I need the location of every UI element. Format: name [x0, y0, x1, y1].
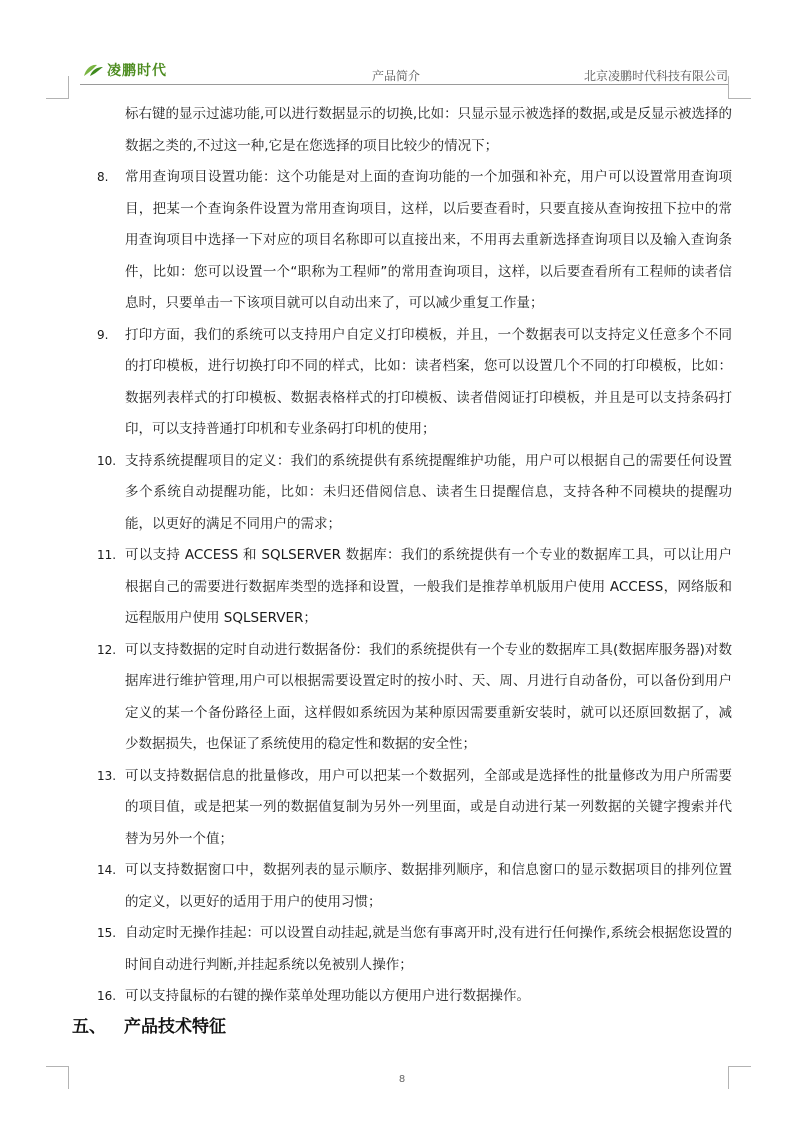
list-text: 打印方面，我们的系统可以支持用户自定义打印模板，并且，一个数据表可以支持定义任意多个不同的打印模板，进行切换打印不同的样式，比如：读者档案，您可以设置几个不同的打印模板，比如：数据列表样式的打印模板、数据表格样式的打印模板、读者借阅证打印模板，并且是可以支持条码打印，可以支持普通打印机和专业条码打印机的使用； [125, 326, 732, 437]
list-item [92, 761, 732, 856]
paragraph-text: 标右键的显示过滤功能,可以进行数据显示的切换,比如：只显示显示被选择的数据,或是反显示被选择的数据之类的,不过这一种,它是在您选择的项目比较少的情况下； [125, 106, 732, 154]
list-text: 可以支持数据的定时自动进行数据备份：我们的系统提供有一个专业的数据库工具(数据库服务器)对数据库进行维护管理,用户可以根据需要设置定时的按小时、天、周、月进行自动备份，可以备份到用户定义的某一个备份路径上面，这样假如系统因为某种原因需要重新安装时，就可以还原回数据了，减少数据损失，也保证了系统使用的稳定性和数据的安全性； [125, 641, 732, 752]
list-text: 可以支持数据窗口中，数据列表的显示顺序、数据排列顺序，和信息窗口的显示数据项目的排列位置的定义，以更好的适用于用户的使用习惯； [125, 862, 732, 910]
list-text: 可以支持数据信息的批量修改，用户可以把某一个数据列，全部或是选择性的批量修改为用户所需要的项目值，或是把某一列的数据值复制为另外一列里面，或是自动进行某一列数据的关键字搜索并代替为另外一个值； [125, 767, 732, 847]
list-number: 9. [97, 327, 109, 342]
list-item [92, 540, 732, 635]
header-divider [80, 84, 728, 85]
list-number: 14. [97, 863, 117, 877]
section-title: 产品技术特征 [124, 1017, 226, 1037]
list-item [92, 635, 732, 761]
section-heading [72, 1012, 226, 1037]
list-number: 10. [97, 453, 117, 468]
list-item [92, 446, 732, 541]
list-item [92, 320, 732, 446]
crop-mark-top-left [46, 76, 69, 99]
list-item [92, 981, 732, 1013]
company-logo [82, 60, 167, 80]
list-item-continuation [92, 99, 732, 162]
list-number: 12. [97, 642, 117, 657]
list-number: 11. [97, 548, 117, 562]
header-company: 北京凌鹏时代科技有限公司 [583, 69, 728, 83]
list-text: 支持系统提醒项目的定义：我们的系统提供有系统提醒维护功能，用户可以根据自己的需要任何设置多个系统自动提醒功能，比如：未归还借阅信息、读者生日提醒信息，支持各种不同模块的提醒功能，以更好的满足不同用户的需求； [125, 452, 732, 532]
list-item [92, 855, 732, 918]
list-number: 15. [97, 926, 117, 940]
list-item [92, 918, 732, 981]
header-title: 产品简介 [372, 69, 421, 83]
section-number: 五、 [72, 1017, 106, 1037]
list-text: 自动定时无操作挂起：可以设置自动挂起,就是当您有事离开时,没有进行任何操作,系统会根据您设置的时间自动进行判断,并挂起系统以免被别人操作； [125, 925, 732, 973]
document-body [92, 99, 732, 1013]
list-text: 常用查询项目设置功能：这个功能是对上面的查询功能的一个加强和补充，用户可以设置常用查询项目，把某一个查询条件设置为常用查询项目，这样，以后要查看时，只要直接从查询按扭下拉中的常用查询项目中选择一下对应的项目名称即可以直接出来，不用再去重新选择查询项目以及输入查询条件，比如：您可以设置一个“职称为工程师”的常用查询项目，这样，以后要查看所有工程师的读者信息时，只要单击一下该项目就可以自动出来了，可以减少重复工作量； [125, 169, 732, 311]
logo-text: 凌鹏时代 [107, 63, 167, 79]
list-number: 13. [97, 768, 117, 783]
list-text: 可以支持 ACCESS 和 SQLSERVER 数据库：我们的系统提供有一个专业的数据库工具，可以让用户根据自己的需要进行数据库类型的选择和设置，一般我们是推荐单机版用户使用 ACCESS，网络版和远程版用户使用 SQLSERVER； [125, 547, 732, 626]
page-number: 8 [398, 1074, 406, 1085]
list-number: 16. [97, 989, 117, 1003]
list-item [92, 162, 732, 320]
list-number: 8. [97, 170, 109, 184]
page-header [80, 56, 728, 84]
list-text: 可以支持鼠标的右键的操作菜单处理功能以方便用户进行数据操作。 [125, 988, 530, 1004]
leaf-logo-icon [82, 62, 104, 78]
crop-mark-top-right [728, 76, 751, 99]
